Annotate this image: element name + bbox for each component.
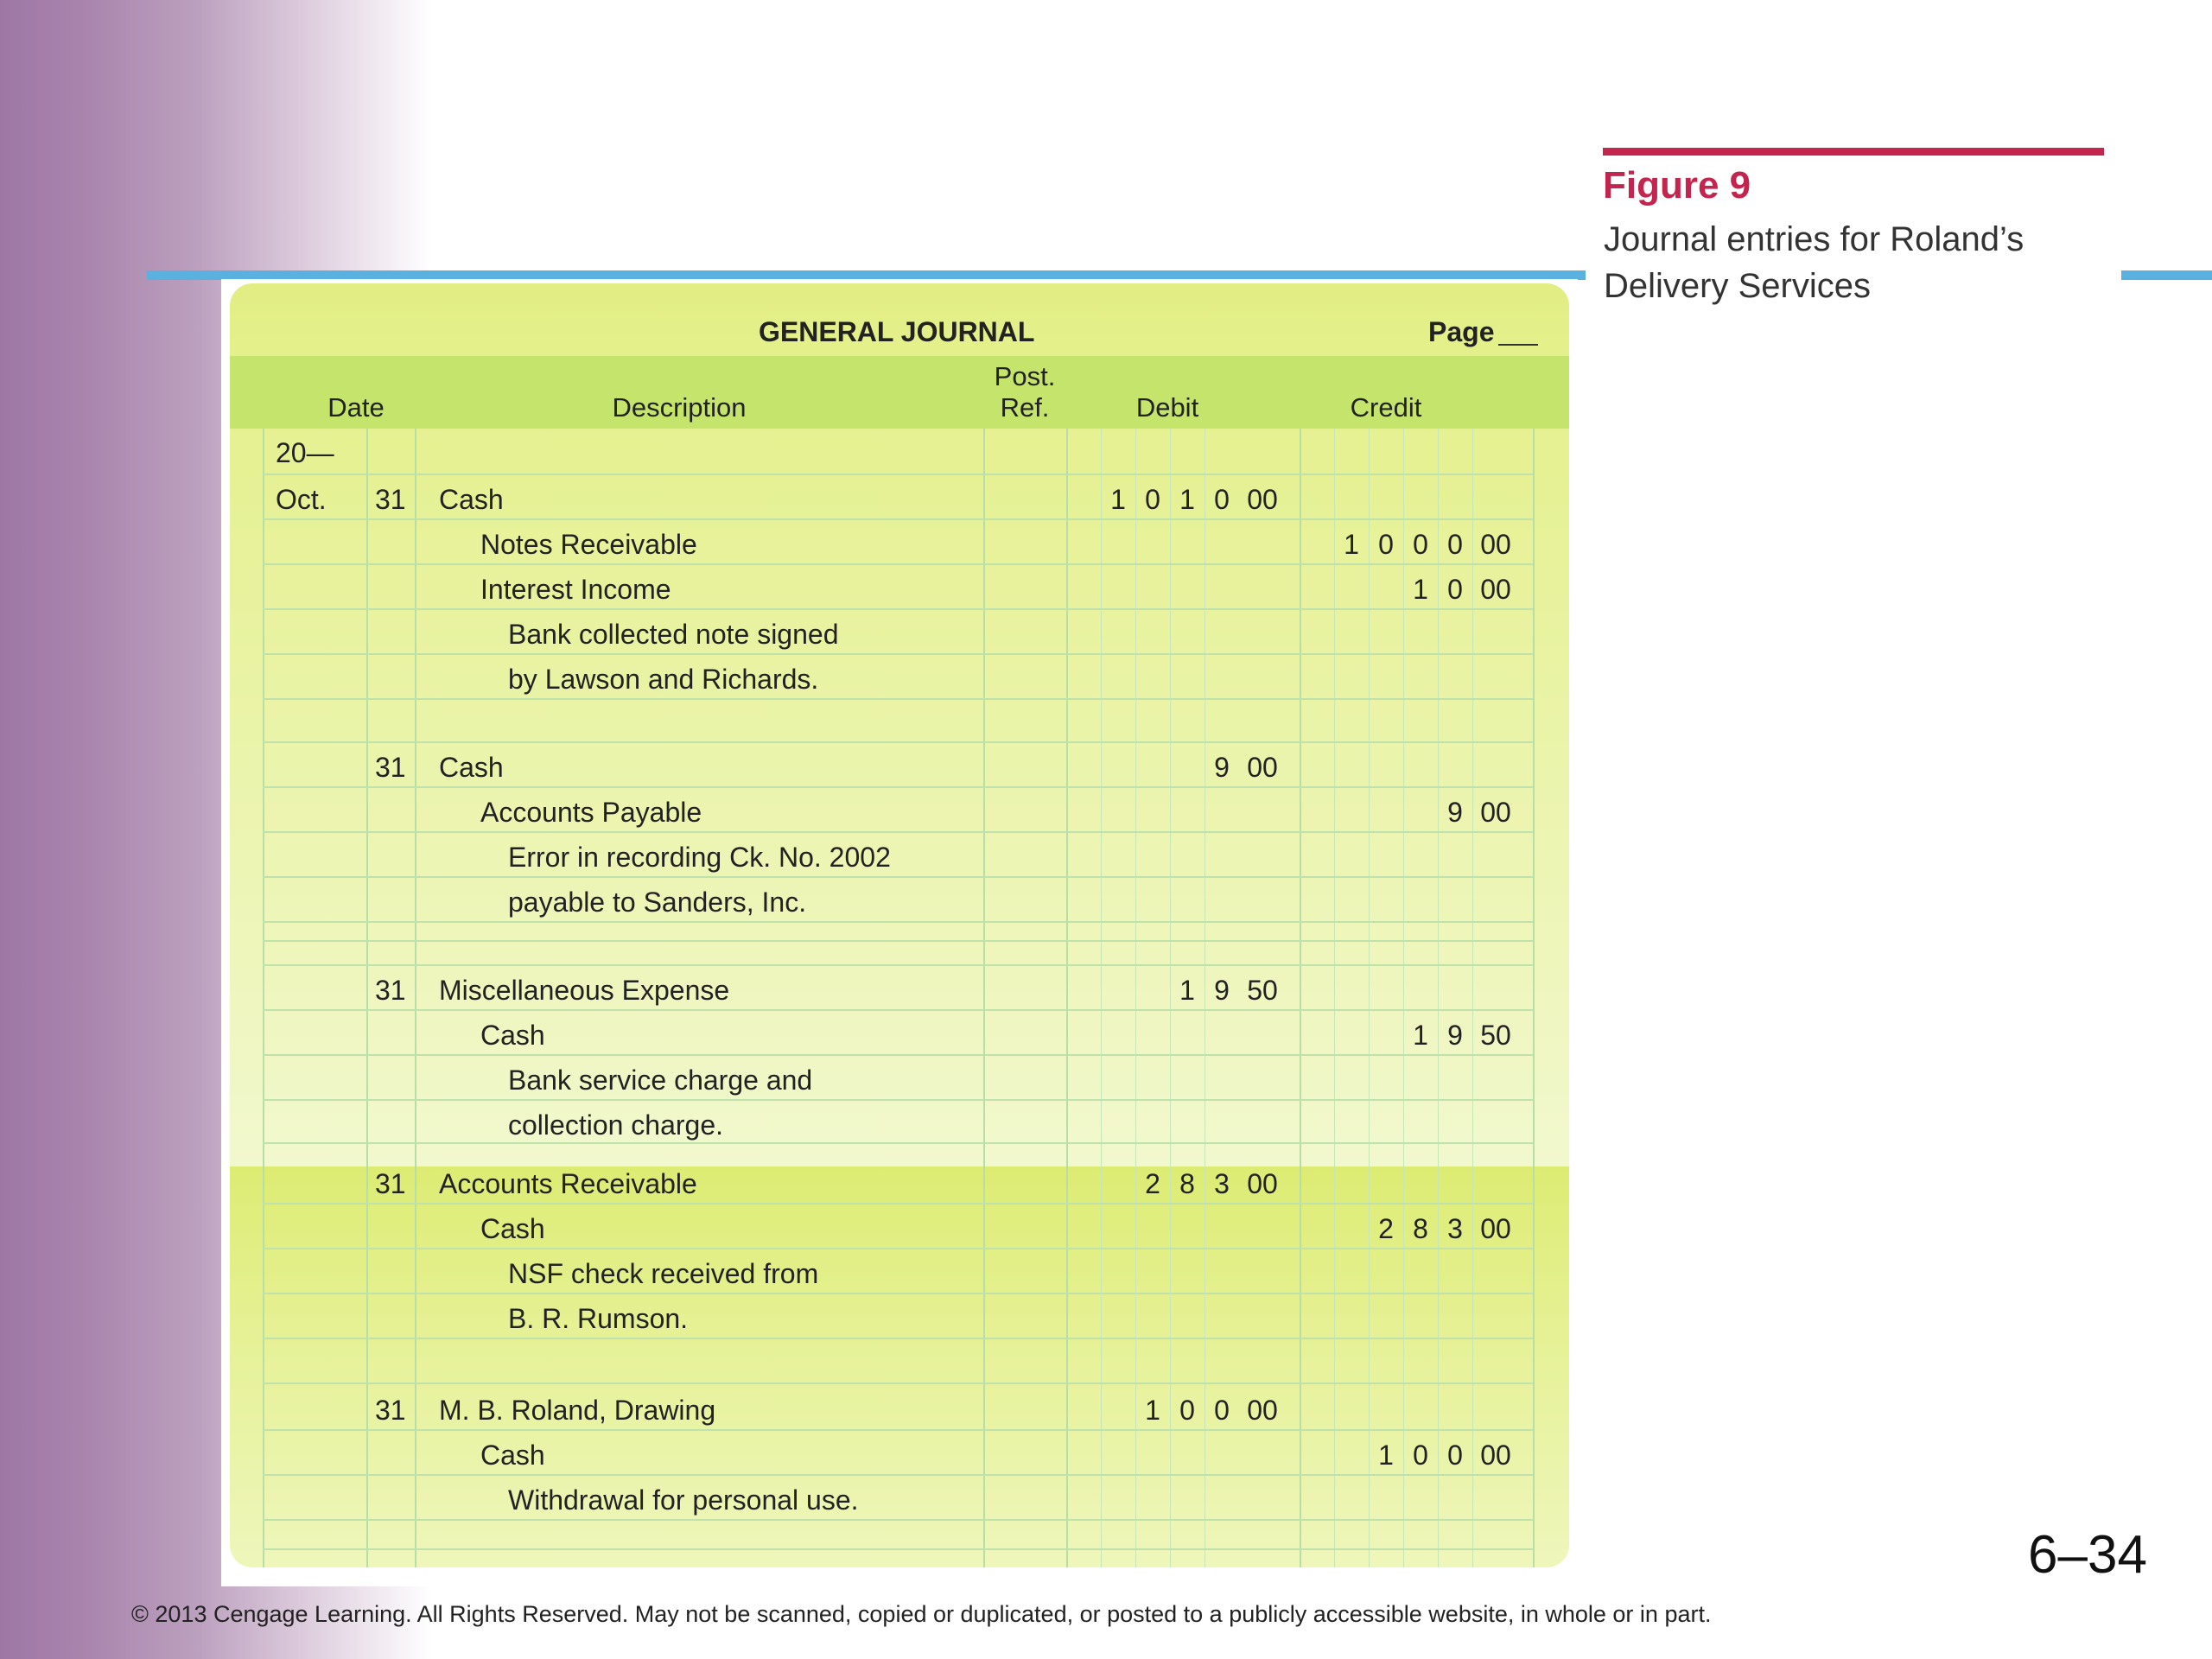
debit-digit: 9 (1214, 975, 1230, 1006)
credit-digit: 50 (1480, 1020, 1511, 1051)
entry-account: Cash (439, 752, 504, 783)
copyright-notice: © 2013 Cengage Learning. All Rights Reserved. May not be scanned, copied or duplicated, or posted to a publicly accessible website, in whole or in part. (131, 1601, 1712, 1627)
journal-title: GENERAL JOURNAL (759, 316, 1035, 347)
entry-account: Cash (480, 1440, 545, 1471)
debit-digit: 9 (1214, 752, 1230, 783)
entry-day: 31 (375, 1395, 406, 1426)
entry-explanation: Error in recording Ck. No. 2002 (508, 842, 891, 873)
blue-rule-right (2121, 270, 2212, 280)
row-rule (263, 1009, 1533, 1011)
entry-day: 31 (375, 1168, 406, 1199)
slide-number: 6–34 (2028, 1525, 2147, 1585)
credit-digit: 00 (1480, 1213, 1511, 1244)
page-number-blank (1498, 344, 1538, 346)
digit-rule (1369, 429, 1370, 1567)
row-rule (263, 1099, 1533, 1101)
entry-explanation: NSF check received from (508, 1258, 819, 1289)
entry-explanation: B. R. Rumson. (508, 1303, 689, 1334)
debit-digit: 0 (1214, 484, 1230, 515)
header-credit: Credit (1350, 392, 1422, 423)
header-post-ref-line2: Ref. (1000, 392, 1050, 423)
digit-rule (1438, 429, 1439, 1567)
credit-digit: 1 (1413, 574, 1428, 605)
credit-digit: 1 (1413, 1020, 1428, 1051)
row-rule (263, 940, 1533, 942)
row-rule (263, 1054, 1533, 1056)
row-rule (263, 741, 1533, 743)
credit-digit: 9 (1447, 797, 1463, 828)
row-rule (263, 831, 1533, 833)
row-rule (263, 1142, 1533, 1144)
debit-digit: 00 (1247, 752, 1278, 783)
entry-account: Interest Income (480, 574, 671, 605)
header-post-ref-line1: Post. (994, 361, 1056, 391)
column-rule (1300, 429, 1301, 1567)
debit-digit: 8 (1179, 1168, 1195, 1199)
debit-digit: 1 (1179, 975, 1195, 1006)
digit-rule (1472, 429, 1473, 1567)
debit-digit: 00 (1247, 1395, 1278, 1426)
credit-digit: 0 (1447, 529, 1463, 560)
row-rule (263, 1203, 1533, 1205)
credit-digit: 00 (1480, 529, 1511, 560)
digit-rule (1101, 429, 1102, 1567)
credit-digit: 9 (1447, 1020, 1463, 1051)
entry-account: Cash (480, 1213, 545, 1244)
month-label: Oct. (276, 484, 327, 515)
entry-explanation: Bank service charge and (508, 1065, 813, 1096)
row-rule (263, 921, 1533, 923)
row-rule (263, 1474, 1533, 1476)
entry-explanation: payable to Sanders, Inc. (508, 887, 807, 918)
digit-rule (1403, 429, 1404, 1567)
credit-digit: 1 (1378, 1440, 1394, 1471)
row-rule (263, 608, 1533, 610)
debit-digit: 00 (1247, 1168, 1278, 1199)
debit-digit: 0 (1145, 484, 1160, 515)
entry-account: M. B. Roland, Drawing (439, 1395, 716, 1426)
credit-digit: 00 (1480, 1440, 1511, 1471)
entry-account: Accounts Payable (480, 797, 702, 828)
digit-rule (1334, 429, 1335, 1567)
digit-rule (1135, 429, 1136, 1567)
row-rule (263, 1429, 1533, 1431)
entry-day: 31 (375, 975, 406, 1006)
credit-digit: 0 (1378, 529, 1394, 560)
credit-digit: 0 (1413, 1440, 1428, 1471)
entry-explanation: Bank collected note signed (508, 619, 839, 650)
row-rule (263, 563, 1533, 565)
row-rule (263, 1548, 1533, 1550)
column-rule (415, 429, 416, 1567)
header-date: Date (327, 392, 385, 423)
debit-digit: 0 (1179, 1395, 1195, 1426)
row-rule (263, 698, 1533, 700)
row-rule (263, 1519, 1533, 1521)
credit-digit: 8 (1413, 1213, 1428, 1244)
column-rule (983, 429, 985, 1567)
row-rule (263, 876, 1533, 878)
year-label: 20— (276, 437, 334, 468)
debit-digit: 50 (1247, 975, 1278, 1006)
figure-caption: Journal entries for Roland’s Delivery Services (1604, 220, 2024, 305)
row-rule (263, 964, 1533, 966)
entry-account: Accounts Receivable (439, 1168, 697, 1199)
digit-rule (1170, 429, 1171, 1567)
row-rule (263, 653, 1533, 655)
entry-explanation: by Lawson and Richards. (508, 664, 819, 695)
red-rule (1603, 148, 2104, 156)
debit-digit: 3 (1214, 1168, 1230, 1199)
row-rule (263, 518, 1533, 520)
credit-digit: 3 (1447, 1213, 1463, 1244)
entry-account: Cash (480, 1020, 545, 1051)
page-label: Page (1428, 316, 1495, 347)
general-journal (230, 283, 1569, 1567)
credit-digit: 0 (1447, 574, 1463, 605)
credit-digit: 0 (1447, 1440, 1463, 1471)
entry-day: 31 (375, 484, 406, 515)
credit-digit: 2 (1378, 1213, 1394, 1244)
entry-explanation: Withdrawal for personal use. (508, 1484, 859, 1516)
column-rule (366, 429, 368, 1567)
debit-digit: 00 (1247, 484, 1278, 515)
entry-explanation: collection charge. (508, 1109, 724, 1141)
row-rule (263, 1338, 1533, 1339)
credit-digit: 00 (1480, 574, 1511, 605)
debit-digit: 2 (1145, 1168, 1160, 1199)
debit-digit: 0 (1214, 1395, 1230, 1426)
credit-digit: 00 (1480, 797, 1511, 828)
figure-label: Figure 9 (1603, 164, 1751, 207)
entry-account: Notes Receivable (480, 529, 697, 560)
debit-digit: 1 (1145, 1395, 1160, 1426)
column-rule (1533, 429, 1535, 1567)
entry-day: 31 (375, 752, 406, 783)
header-debit: Debit (1135, 392, 1199, 423)
debit-digit: 1 (1110, 484, 1126, 515)
row-rule (263, 1382, 1533, 1384)
row-rule (263, 474, 1533, 475)
entry-account: Miscellaneous Expense (439, 975, 730, 1006)
column-rule (263, 429, 264, 1567)
credit-digit: 0 (1413, 529, 1428, 560)
row-rule (263, 786, 1533, 788)
credit-digit: 1 (1344, 529, 1359, 560)
entry-account: Cash (439, 484, 504, 515)
row-rule (263, 1248, 1533, 1249)
header-description: Description (612, 392, 747, 423)
debit-digit: 1 (1179, 484, 1195, 515)
column-rule (1066, 429, 1068, 1567)
row-rule (263, 1293, 1533, 1294)
